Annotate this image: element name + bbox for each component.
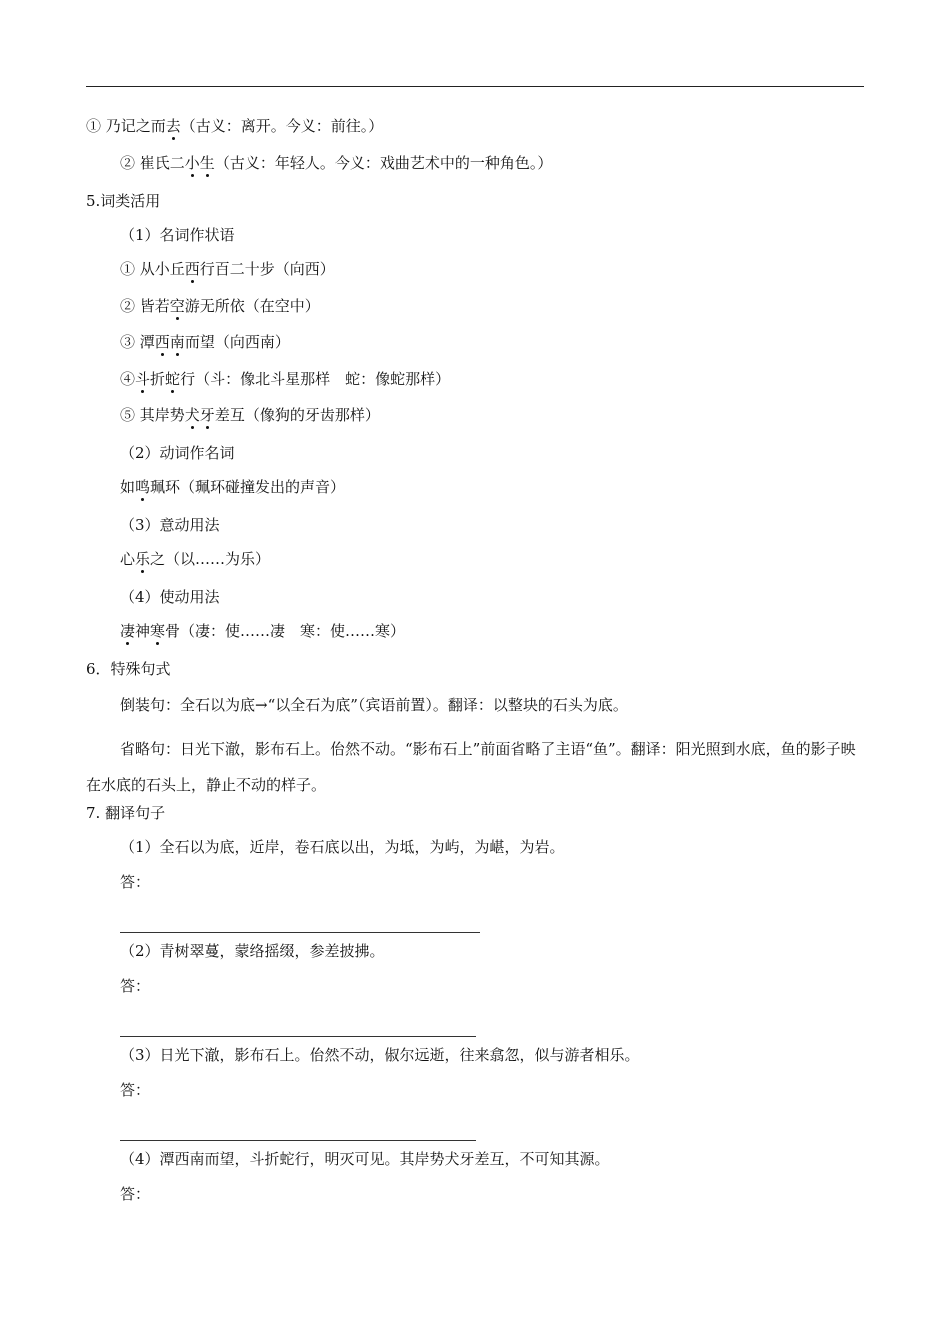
text-line [86,803,165,823]
text-line [120,477,345,497]
text-run: （2）青树翠蔓，蒙络摇缀，参差披拂。 [120,942,385,960]
text-run: 答： [120,1081,151,1099]
text-run: 差互（像狗的牙齿那样） [214,406,380,424]
emphasis-char: 小 [184,154,200,172]
text-line [120,837,565,857]
text-run: 行（斗：像北斗星那样 蛇：像蛇那样） [180,370,451,388]
text-run: （3）日光下澈，影布石上。佁然不动，俶尔远逝，往来翕忽，似与游者相乐。 [120,1046,640,1064]
text-run: （1）全石以为底，近岸，卷石底以出，为坻，为屿，为嵁，为岩。 [120,838,565,856]
emphasis-char: 鸣 [135,478,151,496]
text-line [120,1149,610,1169]
text-run: 骨（凄：使……凄 寒：使……寒） [165,622,406,640]
emphasis-char: 西 [184,260,200,278]
text-run: 而望（向西南） [184,333,290,351]
answer-blank-line[interactable] [120,1036,476,1037]
text-run: 如 [120,478,136,496]
text-line [120,587,220,607]
emphasis-char: 寒 [150,622,166,640]
text-run: 之（以……为乐） [150,550,271,568]
text-run: ④ [120,370,136,388]
text-run: （4）潭西南而望，斗折蛇行，明灭可见。其岸势犬牙差互，不可知其源。 [120,1150,610,1168]
text-run: 7. 翻译句子 [86,804,166,822]
emphasis-char: 生 [199,154,215,172]
ellipsis-sentence-paragraph: 省略句：日光下澈，影布石上。佁然不动。“影布石上”前面省略了主语“鱼”。翻译：阳光照到水底，鱼的影子映在水底的石头上，静止不动的样子。 [86,740,856,794]
text-run: 倒装句：全石以为底→“以全石为底”（宾语前置）。翻译：以整块的石头为底。 [120,696,628,714]
text-line [120,259,335,279]
text-run: ⑤ 其岸势 [120,406,185,424]
text-line [86,116,383,136]
text-run: 心 [120,550,136,568]
emphasis-char: 空 [169,297,185,315]
emphasis-char: 斗 [135,370,151,388]
text-run: （2）动词作名词 [120,444,235,462]
text-run: ③ 潭 [120,333,155,351]
emphasis-char: 凄 [120,622,136,640]
text-line [120,941,385,961]
text-run: ① 从小丘 [120,260,185,278]
text-line [120,549,270,569]
text-line [86,659,171,679]
text-run: （古义：年轻人。今义：戏曲艺术中的一种角色。） [214,154,553,172]
emphasis-char: 犬 [184,406,200,424]
answer-blank-line[interactable] [120,1140,476,1141]
text-run: 珮环（珮环碰撞发出的声音） [150,478,346,496]
emphasis-char: 牙 [199,406,215,424]
text-run: 答： [120,1185,151,1203]
text-run: （古义：离开。今义：前往。） [180,117,384,135]
text-run: 答： [120,873,151,891]
text-line [120,296,320,316]
text-line [120,369,450,389]
emphasis-char: 蛇 [165,370,181,388]
text-run: ② 崔氏二 [120,154,185,172]
text-line [120,695,628,715]
answer-blank-line[interactable] [120,932,480,933]
text-run: ① 乃记之而 [86,117,166,135]
header-rule [86,86,864,87]
text-run: （1）名词作状语 [120,226,235,244]
text-line [120,225,235,245]
emphasis-char: 乐 [135,550,151,568]
text-line [120,872,150,892]
text-run: 5.词类活用 [86,192,161,210]
text-line [120,405,380,425]
text-line [120,443,235,463]
text-line [120,332,290,352]
emphasis-char: 南 [169,333,185,351]
text-run: 神 [135,622,151,640]
text-line [86,191,160,211]
text-line [120,621,405,641]
text-line [120,1045,640,1065]
text-run: 行百二十步（向西） [199,260,335,278]
text-line [120,153,552,173]
emphasis-char: 西 [154,333,170,351]
text-run: 游无所依（在空中） [184,297,320,315]
text-line [120,1184,150,1204]
text-run: （4）使动用法 [120,588,220,606]
text-run: 折 [150,370,166,388]
text-run: 6．特殊句式 [86,660,171,678]
text-run: 答： [120,977,151,995]
text-line [120,976,150,996]
emphasis-char: 去 [165,117,181,135]
text-line [120,515,220,535]
text-run: （3）意动用法 [120,516,220,534]
text-run: ② 皆若 [120,297,170,315]
text-line [120,1080,150,1100]
